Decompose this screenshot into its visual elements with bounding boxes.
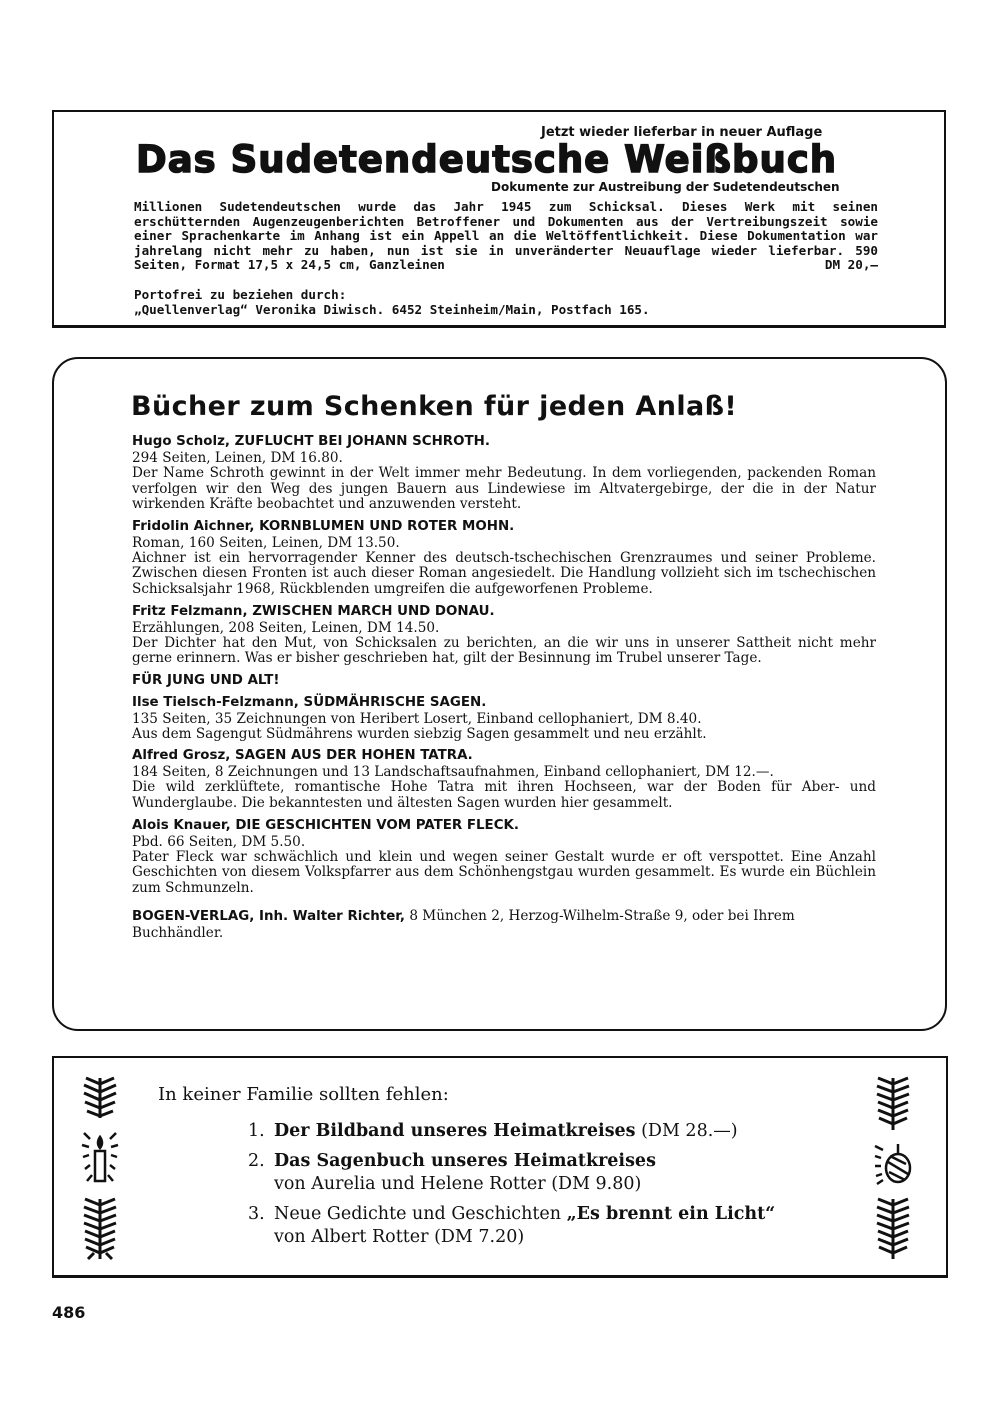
- ad-intro: In keiner Familie sollten fehlen:: [158, 1084, 449, 1105]
- item-text: [274, 1120, 738, 1143]
- item-line2: von Aurelia und Helene Rotter (DM 9.80): [274, 1174, 642, 1194]
- contact-line-2: „Quellenverlag“ Veronika Diwisch. 6452 Steinheim/Main, Postfach 165.: [134, 302, 650, 317]
- book-entry: [132, 604, 876, 667]
- pine-branch-icon: [873, 1076, 913, 1132]
- item-line2: von Albert Rotter (DM 7.20): [274, 1227, 525, 1247]
- item-prefix: Neue Gedichte und Geschichten: [274, 1204, 567, 1224]
- item-number: 2.: [248, 1151, 265, 1171]
- ad-body: [134, 200, 878, 273]
- book-entry: [132, 818, 876, 897]
- book-head: Fritz Felzmann, ZWISCHEN MARCH UND DONAU.: [132, 603, 495, 619]
- book-details: 184 Seiten, 8 Zeichnungen und 13 Landschaftsaufnahmen, Einband cellophaniert, DM 12.—.: [132, 764, 774, 781]
- ad-heading: Bücher zum Schenken für jeden Anlaß!: [131, 391, 738, 422]
- book-head: Hugo Scholz, ZUFLUCHT BEI JOHANN SCHROTH.: [132, 434, 490, 449]
- item-number: 3.: [248, 1204, 265, 1224]
- ad-title: Das Sudetendeutsche Weißbuch: [136, 138, 838, 181]
- publisher-name: BOGEN-VERLAG, Inh. Walter Richter,: [132, 909, 406, 925]
- ad-subtitle: Dokumente zur Austreibung der Sudetendeutschen: [491, 180, 840, 194]
- motto: FÜR JUNG UND ALT!: [132, 672, 280, 688]
- ad-contact: [134, 287, 878, 317]
- book-description: Aus dem Sagengut Südmährens wurden siebzig Sagen gesammelt und neu erzählt.: [132, 725, 707, 742]
- publisher-info: [132, 908, 876, 941]
- book-list: [132, 434, 876, 941]
- contact-line-1: Portofrei zu beziehen durch:: [134, 287, 347, 302]
- book-details: Roman, 160 Seiten, Leinen, DM 13.50.: [132, 534, 400, 551]
- book-description: Pater Fleck war schwächlich und klein und wegen seiner Gestalt wurde er oft verspottet. Eine Anzahl Geschichten von diesem Volkspfarrer aus dem Schönhengstgau wurden gesammelt. Es wurde ein Büchlein zum Schmunzeln.: [132, 848, 876, 896]
- ad-body-text: Millionen Sudetendeutschen wurde das Jahr 1945 zum Schicksal. Dieses Werk mit seinen erschütternden Augenzeugenberichten Betroffener und Dokumenten aus der Vertreibungszeit sowie einer Sprachenkarte im Anhang ist ein Appell an die Weltöffentlichkeit. Diese Dokumentation war jahrelang nicht mehr zu haben, nun ist sie in unveränderter Neuauflage wieder lieferbar. 590 Seiten, Format 17,5 x 24,5 cm, Ganzleinen: [134, 199, 878, 272]
- book-entry: [132, 434, 876, 513]
- ad-price: DM 20,—: [824, 257, 878, 272]
- books-gift-ad: [52, 357, 947, 1031]
- book-entry: [132, 695, 876, 743]
- item-price: (DM 28.—): [635, 1121, 738, 1141]
- book-head: Alfred Grosz, SAGEN AUS DER HOHEN TATRA.: [132, 748, 473, 764]
- book-description: Der Name Schroth gewinnt in der Welt immer mehr Bedeutung. In dem vorliegenden, packenden Roman verfolgen wir den Weg des jungen Bauern aus Lindewiese im Altvatergebirge, der die in der Natur wirkenden Kräfte beobachtet und anzuwenden versteht.: [132, 465, 876, 513]
- book-description: Die wild zerklüftete, romantische Hohe Tatra mit ihren Hochseen, war der Boden für Aber- und Wunderglaube. Die bekanntesten und ältesten Sagen wurden hier gesammelt.: [132, 779, 876, 811]
- book-details: Erzählungen, 208 Seiten, Leinen, DM 14.50.: [132, 619, 440, 636]
- book-description: Der Dichter hat den Mut, von Schicksalen zu berichten, an die wir uns in unserer Sattheit nicht mehr gerne erinnern. Was er bisher geschrieben hat, gilt der Besinnung im Trubel unserer Tage.: [132, 634, 876, 667]
- pine-branch-icon: [80, 1197, 120, 1261]
- book-description: Aichner ist ein hervorragender Kenner des deutsch-tschechischen Grenzraumes und seiner Probleme. Zwischen diesen Fronten ist auch dieser Roman angesiedelt. Die Handlung vollzieht sich im tschechischen Schicksalsjahr 1968, Rückblenden umgreifen die aufgeworfenen Probleme.: [132, 549, 876, 597]
- recommended-list: [248, 1120, 848, 1256]
- book-head: Fridolin Aichner, KORNBLUMEN UND ROTER MOHN.: [132, 518, 515, 534]
- book-entry: [132, 748, 876, 811]
- item-text: [274, 1203, 775, 1249]
- book-details: Pbd. 66 Seiten, DM 5.50.: [132, 833, 306, 850]
- candle-icon: [80, 1129, 120, 1189]
- item-title: Das Sagenbuch unseres Heimatkreises: [274, 1151, 656, 1171]
- item-text: [274, 1150, 656, 1196]
- book-details: 135 Seiten, 35 Zeichnungen von Heribert Losert, Einband cellophaniert, DM 8.40.: [132, 710, 702, 727]
- item-number: 1.: [248, 1121, 265, 1141]
- book-details: 294 Seiten, Leinen, DM 16.80.: [132, 450, 343, 466]
- item-title: Der Bildband unseres Heimatkreises: [274, 1121, 636, 1141]
- book-entry: [132, 519, 876, 598]
- weissbuch-ad: [52, 110, 946, 328]
- right-ornament-column: [871, 1076, 915, 1261]
- book-head: Alois Knauer, DIE GESCHICHTEN VOM PATER FLECK.: [132, 817, 519, 833]
- item-title: „Es brennt ein Licht“: [566, 1204, 776, 1224]
- pine-branch-icon: [873, 1197, 913, 1261]
- heimatkreis-ad: [52, 1056, 948, 1278]
- publisher-address: 8 München 2, Herzog-Wilhelm-Straße 9, oder bei Ihrem Buchhändler.: [132, 908, 795, 942]
- ad-tagline: Jetzt wieder lieferbar in neuer Auflage: [541, 125, 823, 140]
- list-item: [248, 1203, 848, 1249]
- book-head: Ilse Tielsch-Felzmann, SÜDMÄHRISCHE SAGEN.: [132, 694, 487, 710]
- left-ornament-column: [78, 1076, 122, 1261]
- page-number: 486: [52, 1303, 86, 1322]
- tree-ornament-icon: [873, 1142, 913, 1188]
- list-item: [248, 1150, 848, 1196]
- list-item: [248, 1120, 848, 1143]
- pine-branch-icon: [80, 1076, 120, 1120]
